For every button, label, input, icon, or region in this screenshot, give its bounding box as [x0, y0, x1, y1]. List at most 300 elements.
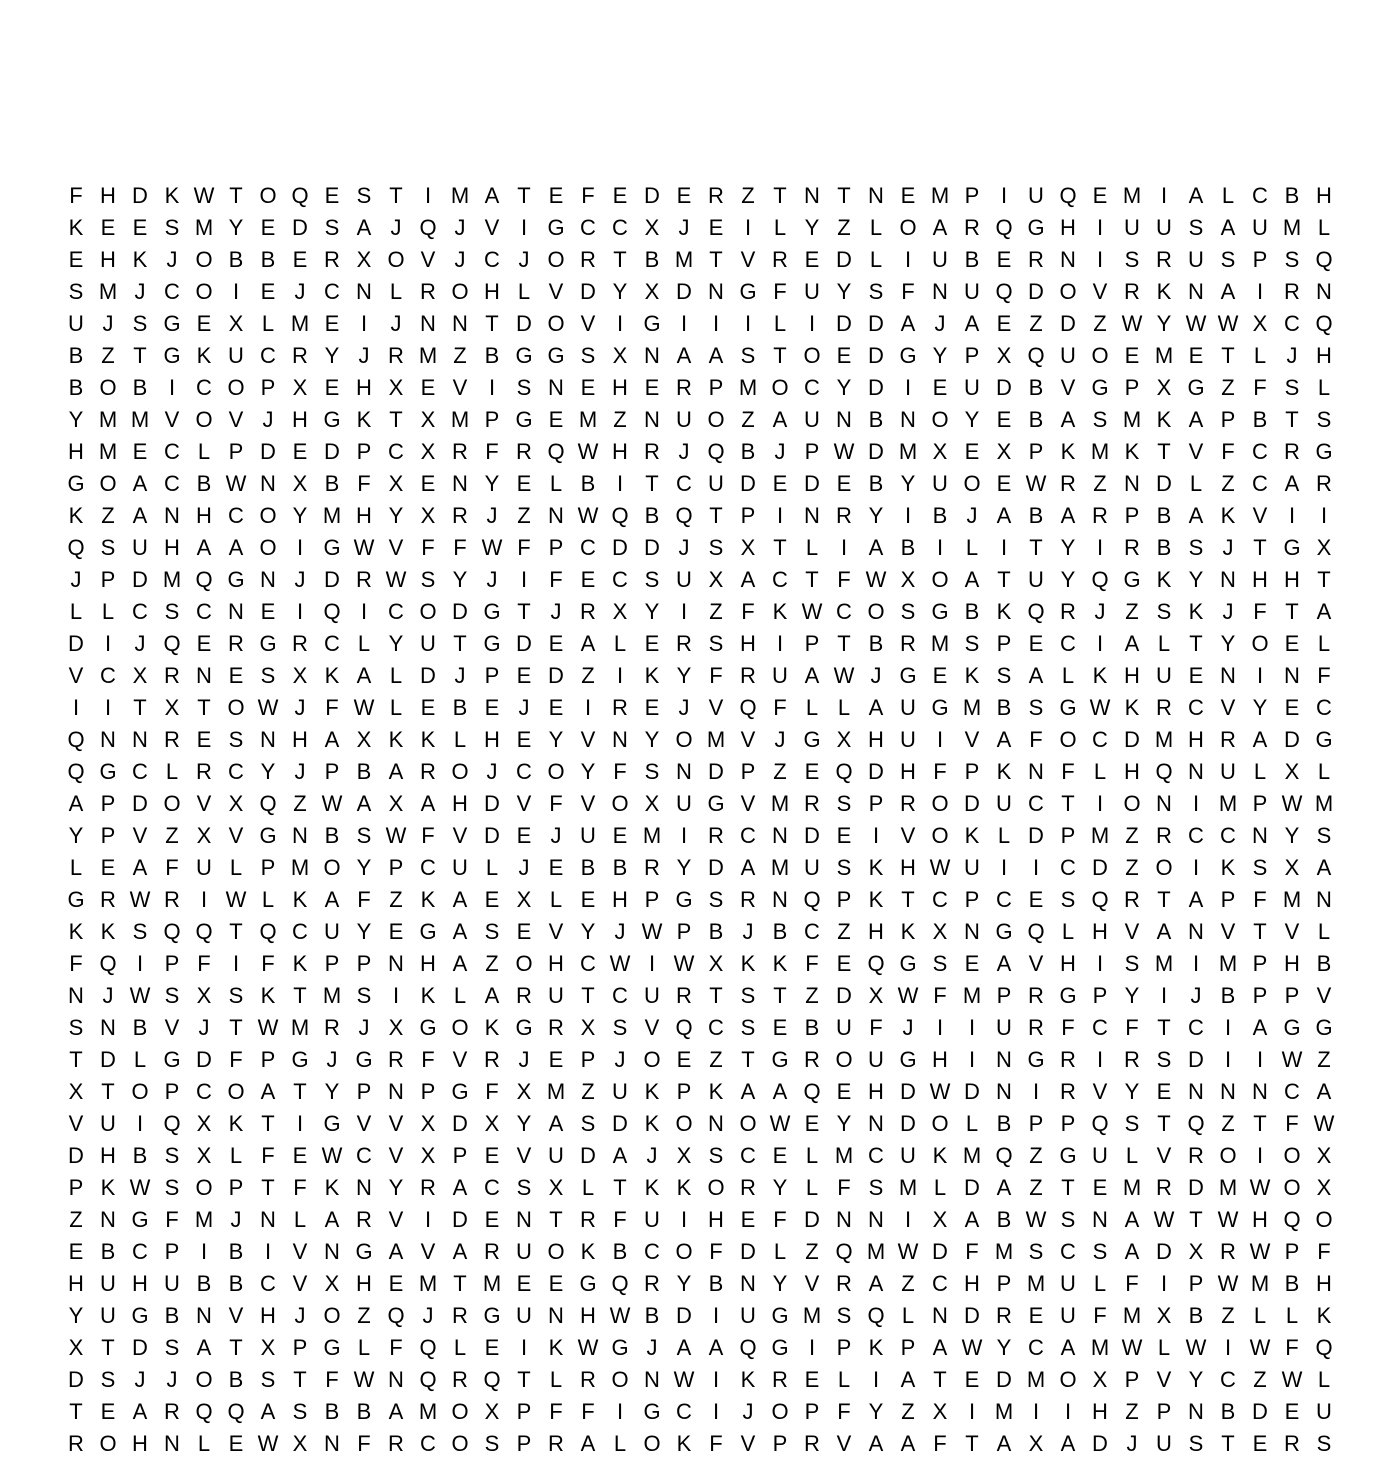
grid-letter[interactable]: M — [194, 215, 214, 240]
grid-letter[interactable]: P — [356, 1079, 372, 1104]
grid-letter[interactable]: F — [517, 535, 531, 560]
grid-letter[interactable]: R — [1060, 1047, 1076, 1072]
grid-letter[interactable]: U — [164, 1271, 180, 1296]
grid-letter[interactable]: W — [833, 439, 855, 464]
grid-letter[interactable]: D — [132, 1335, 148, 1360]
grid-letter[interactable]: O — [835, 1047, 853, 1072]
grid-letter[interactable]: V — [548, 919, 564, 944]
grid-letter[interactable]: R — [900, 791, 916, 816]
grid-letter[interactable]: T — [1221, 343, 1235, 368]
grid-letter[interactable]: S — [1316, 407, 1332, 432]
grid-letter[interactable]: X — [708, 567, 724, 592]
grid-letter[interactable]: W — [257, 1015, 279, 1040]
grid-letter[interactable]: I — [744, 311, 752, 336]
grid-letter[interactable]: N — [548, 375, 564, 400]
grid-letter[interactable]: E — [964, 951, 980, 976]
grid-letter[interactable]: C — [868, 1143, 884, 1168]
grid-letter[interactable]: I — [968, 1047, 976, 1072]
grid-letter[interactable]: B — [68, 343, 84, 368]
grid-letter[interactable]: G — [323, 1111, 341, 1136]
grid-letter[interactable]: L — [965, 1111, 979, 1136]
grid-letter[interactable]: Q — [995, 215, 1013, 240]
grid-letter[interactable]: G — [515, 407, 533, 432]
grid-letter[interactable]: G — [1283, 535, 1301, 560]
grid-letter[interactable]: N — [1188, 1399, 1204, 1424]
grid-letter[interactable]: Q — [1187, 1111, 1205, 1136]
grid-letter[interactable]: H — [1060, 215, 1076, 240]
grid-letter[interactable]: A — [260, 1399, 276, 1424]
grid-letter[interactable]: J — [486, 567, 498, 592]
grid-letter[interactable]: F — [1125, 1015, 1139, 1040]
grid-letter[interactable]: H — [612, 887, 628, 912]
grid-letter[interactable]: D — [644, 183, 660, 208]
grid-letter[interactable]: Z — [1221, 471, 1235, 496]
grid-letter[interactable]: C — [612, 215, 628, 240]
grid-letter[interactable]: B — [228, 1239, 244, 1264]
grid-letter[interactable]: G — [675, 887, 693, 912]
grid-letter[interactable]: J — [774, 727, 786, 752]
grid-letter[interactable]: W — [673, 1367, 695, 1392]
grid-letter[interactable]: Q — [1027, 343, 1045, 368]
grid-letter[interactable]: T — [293, 983, 307, 1008]
grid-letter[interactable]: H — [356, 503, 372, 528]
grid-letter[interactable]: J — [550, 823, 562, 848]
grid-letter[interactable]: Q — [227, 1399, 245, 1424]
grid-letter[interactable]: R — [68, 1431, 84, 1456]
grid-letter[interactable]: E — [964, 439, 980, 464]
grid-letter[interactable]: O — [771, 375, 789, 400]
grid-letter[interactable]: E — [580, 375, 596, 400]
grid-letter[interactable]: N — [260, 1207, 276, 1232]
grid-letter[interactable]: F — [421, 823, 435, 848]
grid-letter[interactable]: R — [1156, 823, 1172, 848]
grid-letter[interactable]: Z — [1253, 1367, 1267, 1392]
grid-letter[interactable]: H — [1284, 567, 1300, 592]
grid-letter[interactable]: D — [644, 535, 660, 560]
grid-letter[interactable]: I — [424, 1207, 432, 1232]
grid-letter[interactable]: O — [611, 791, 629, 816]
grid-letter[interactable]: K — [708, 1079, 724, 1104]
grid-letter[interactable]: H — [1124, 663, 1140, 688]
grid-letter[interactable]: R — [644, 855, 660, 880]
grid-letter[interactable]: I — [200, 1239, 208, 1264]
grid-letter[interactable]: M — [834, 1143, 854, 1168]
grid-letter[interactable]: P — [804, 439, 820, 464]
grid-letter[interactable]: R — [1284, 279, 1300, 304]
grid-letter[interactable]: U — [580, 823, 596, 848]
grid-letter[interactable]: W — [1025, 1207, 1047, 1232]
grid-letter[interactable]: S — [1156, 1047, 1172, 1072]
grid-letter[interactable]: N — [388, 1079, 404, 1104]
grid-letter[interactable]: C — [740, 1143, 756, 1168]
grid-letter[interactable]: E — [676, 183, 692, 208]
grid-letter[interactable]: U — [100, 1111, 116, 1136]
grid-letter[interactable]: K — [900, 919, 916, 944]
grid-letter[interactable]: Z — [485, 951, 499, 976]
grid-letter[interactable]: P — [68, 1175, 84, 1200]
grid-letter[interactable]: E — [772, 471, 788, 496]
grid-letter[interactable]: R — [740, 887, 756, 912]
grid-letter[interactable]: B — [132, 1143, 148, 1168]
grid-letter[interactable]: F — [197, 951, 211, 976]
grid-letter[interactable]: S — [900, 599, 916, 624]
grid-letter[interactable]: N — [1188, 919, 1204, 944]
grid-letter[interactable]: A — [1316, 1079, 1332, 1104]
grid-letter[interactable]: A — [132, 471, 148, 496]
grid-letter[interactable]: S — [580, 1111, 596, 1136]
grid-letter[interactable]: S — [612, 1015, 628, 1040]
grid-letter[interactable]: I — [296, 599, 304, 624]
grid-letter[interactable]: B — [1220, 1399, 1236, 1424]
grid-letter[interactable]: L — [1317, 759, 1331, 784]
grid-letter[interactable]: U — [676, 567, 692, 592]
grid-letter[interactable]: W — [257, 1431, 279, 1456]
grid-letter[interactable]: S — [868, 1175, 884, 1200]
grid-letter[interactable]: H — [196, 503, 212, 528]
grid-letter[interactable]: S — [484, 1431, 500, 1456]
grid-letter[interactable]: J — [550, 599, 562, 624]
grid-letter[interactable]: I — [520, 1335, 528, 1360]
grid-letter[interactable]: T — [773, 183, 787, 208]
grid-letter[interactable]: Z — [1029, 311, 1043, 336]
grid-letter[interactable]: X — [516, 1079, 532, 1104]
grid-letter[interactable]: J — [102, 311, 114, 336]
grid-letter[interactable]: A — [388, 759, 404, 784]
grid-letter[interactable]: F — [453, 535, 467, 560]
grid-letter[interactable]: N — [388, 1367, 404, 1392]
grid-letter[interactable]: B — [580, 471, 596, 496]
grid-letter[interactable]: I — [680, 599, 688, 624]
grid-letter[interactable]: W — [1025, 471, 1047, 496]
grid-letter[interactable]: J — [454, 247, 466, 272]
grid-letter[interactable]: L — [197, 439, 211, 464]
grid-letter[interactable]: I — [936, 1015, 944, 1040]
grid-letter[interactable]: F — [261, 951, 275, 976]
grid-letter[interactable]: S — [1124, 1111, 1140, 1136]
grid-letter[interactable]: N — [708, 279, 724, 304]
grid-letter[interactable]: U — [1156, 215, 1172, 240]
grid-letter[interactable]: J — [294, 695, 306, 720]
grid-letter[interactable]: X — [484, 1111, 500, 1136]
grid-letter[interactable]: Y — [612, 279, 628, 304]
grid-letter[interactable]: V — [516, 1143, 532, 1168]
grid-letter[interactable]: J — [294, 567, 306, 592]
grid-letter[interactable]: B — [868, 631, 884, 656]
grid-letter[interactable]: D — [132, 567, 148, 592]
grid-letter[interactable]: F — [933, 983, 947, 1008]
grid-letter[interactable]: R — [772, 247, 788, 272]
grid-letter[interactable]: B — [164, 1303, 180, 1328]
grid-letter[interactable]: A — [228, 535, 244, 560]
grid-letter[interactable]: C — [164, 279, 180, 304]
grid-letter[interactable]: V — [228, 1303, 244, 1328]
grid-letter[interactable]: L — [389, 663, 403, 688]
grid-letter[interactable]: E — [772, 1015, 788, 1040]
grid-letter[interactable]: C — [1092, 1015, 1108, 1040]
grid-letter[interactable]: O — [963, 471, 981, 496]
grid-letter[interactable]: Y — [996, 1335, 1012, 1360]
grid-letter[interactable]: V — [1156, 1367, 1172, 1392]
grid-letter[interactable]: A — [548, 1111, 564, 1136]
grid-letter[interactable]: D — [1028, 823, 1044, 848]
grid-letter[interactable]: X — [420, 503, 436, 528]
grid-letter[interactable]: R — [356, 567, 372, 592]
grid-letter[interactable]: E — [196, 727, 212, 752]
grid-letter[interactable]: E — [324, 375, 340, 400]
grid-letter[interactable]: V — [1252, 503, 1268, 528]
grid-letter[interactable]: Z — [773, 759, 787, 784]
grid-letter[interactable]: B — [132, 1015, 148, 1040]
grid-letter[interactable]: O — [1155, 855, 1173, 880]
grid-letter[interactable]: B — [196, 1271, 212, 1296]
grid-letter[interactable]: H — [356, 375, 372, 400]
grid-letter[interactable]: A — [964, 311, 980, 336]
grid-letter[interactable]: R — [1284, 1431, 1300, 1456]
grid-letter[interactable]: Q — [1155, 759, 1173, 784]
grid-letter[interactable]: O — [259, 503, 277, 528]
grid-letter[interactable]: W — [929, 855, 951, 880]
grid-letter[interactable]: H — [100, 1143, 116, 1168]
grid-letter[interactable]: R — [324, 1015, 340, 1040]
grid-letter[interactable]: P — [388, 855, 404, 880]
grid-letter[interactable]: R — [548, 1431, 564, 1456]
grid-letter[interactable]: F — [1061, 1015, 1075, 1040]
grid-letter[interactable]: C — [228, 503, 244, 528]
grid-letter[interactable]: U — [1188, 247, 1204, 272]
grid-letter[interactable]: J — [518, 855, 530, 880]
grid-letter[interactable]: D — [964, 791, 980, 816]
grid-letter[interactable]: W — [321, 791, 343, 816]
grid-letter[interactable]: A — [356, 791, 372, 816]
grid-letter[interactable]: R — [100, 887, 116, 912]
grid-letter[interactable]: U — [100, 1271, 116, 1296]
grid-letter[interactable]: I — [1224, 1015, 1232, 1040]
grid-letter[interactable]: X — [868, 983, 884, 1008]
grid-letter[interactable]: G — [483, 1303, 501, 1328]
grid-letter[interactable]: S — [100, 535, 116, 560]
grid-letter[interactable]: E — [516, 919, 532, 944]
grid-letter[interactable]: Z — [1221, 1303, 1235, 1328]
grid-letter[interactable]: S — [1028, 695, 1044, 720]
grid-letter[interactable]: R — [164, 663, 180, 688]
grid-letter[interactable]: D — [292, 215, 308, 240]
grid-letter[interactable]: D — [1252, 1399, 1268, 1424]
grid-letter[interactable]: R — [228, 631, 244, 656]
grid-letter[interactable]: U — [452, 855, 468, 880]
grid-letter[interactable]: G — [707, 791, 725, 816]
grid-letter[interactable]: A — [868, 695, 884, 720]
grid-letter[interactable]: X — [164, 695, 180, 720]
grid-letter[interactable]: S — [1316, 823, 1332, 848]
grid-letter[interactable]: E — [580, 887, 596, 912]
grid-letter[interactable]: P — [964, 759, 980, 784]
grid-letter[interactable]: J — [1126, 1431, 1138, 1456]
grid-letter[interactable]: L — [1221, 183, 1235, 208]
grid-letter[interactable]: M — [450, 407, 470, 432]
grid-letter[interactable]: K — [356, 407, 372, 432]
grid-letter[interactable]: E — [100, 1399, 116, 1424]
grid-letter[interactable]: W — [769, 1111, 791, 1136]
grid-letter[interactable]: I — [1096, 791, 1104, 816]
grid-letter[interactable]: C — [388, 439, 404, 464]
grid-letter[interactable]: C — [1188, 695, 1204, 720]
grid-letter[interactable]: R — [708, 183, 724, 208]
grid-letter[interactable]: H — [484, 279, 500, 304]
grid-letter[interactable]: E — [932, 663, 948, 688]
grid-letter[interactable]: Y — [900, 471, 916, 496]
grid-letter[interactable]: S — [708, 887, 724, 912]
grid-letter[interactable]: P — [1284, 1239, 1300, 1264]
grid-letter[interactable]: K — [932, 1143, 948, 1168]
grid-letter[interactable]: G — [483, 599, 501, 624]
grid-letter[interactable]: G — [163, 311, 181, 336]
grid-letter[interactable]: C — [292, 919, 308, 944]
grid-letter[interactable]: R — [1156, 247, 1172, 272]
grid-letter[interactable]: N — [228, 599, 244, 624]
grid-letter[interactable]: R — [964, 215, 980, 240]
grid-letter[interactable]: R — [164, 1399, 180, 1424]
grid-letter[interactable]: I — [1320, 503, 1328, 528]
grid-letter[interactable]: R — [836, 1271, 852, 1296]
grid-letter[interactable]: H — [420, 951, 436, 976]
grid-letter[interactable]: B — [228, 1367, 244, 1392]
grid-letter[interactable]: F — [933, 759, 947, 784]
grid-letter[interactable]: D — [868, 343, 884, 368]
grid-letter[interactable]: B — [708, 919, 724, 944]
grid-letter[interactable]: A — [996, 951, 1012, 976]
grid-letter[interactable]: N — [324, 1431, 340, 1456]
grid-letter[interactable]: R — [1060, 471, 1076, 496]
grid-letter[interactable]: C — [132, 1239, 148, 1264]
grid-letter[interactable]: Z — [293, 791, 307, 816]
grid-letter[interactable]: W — [897, 1239, 919, 1264]
grid-letter[interactable]: E — [196, 311, 212, 336]
grid-letter[interactable]: B — [356, 1399, 372, 1424]
grid-letter[interactable]: N — [900, 407, 916, 432]
grid-letter[interactable]: V — [68, 1111, 84, 1136]
grid-letter[interactable]: B — [1028, 375, 1044, 400]
grid-letter[interactable]: H — [932, 1047, 948, 1072]
grid-letter[interactable]: Y — [836, 375, 852, 400]
grid-letter[interactable]: L — [805, 1143, 819, 1168]
grid-letter[interactable]: F — [1125, 1271, 1139, 1296]
grid-letter[interactable]: P — [1092, 983, 1108, 1008]
grid-letter[interactable]: I — [232, 279, 240, 304]
grid-letter[interactable]: I — [360, 599, 368, 624]
grid-letter[interactable]: D — [132, 791, 148, 816]
grid-letter[interactable]: S — [164, 1143, 180, 1168]
grid-letter[interactable]: E — [644, 695, 660, 720]
grid-letter[interactable]: E — [964, 1367, 980, 1392]
grid-letter[interactable]: I — [1256, 1143, 1264, 1168]
grid-letter[interactable]: D — [1156, 471, 1172, 496]
grid-letter[interactable]: T — [1157, 1015, 1171, 1040]
grid-letter[interactable]: J — [646, 1143, 658, 1168]
grid-letter[interactable]: P — [100, 823, 116, 848]
grid-letter[interactable]: J — [134, 279, 146, 304]
grid-letter[interactable]: G — [131, 1303, 149, 1328]
grid-letter[interactable]: F — [1317, 663, 1331, 688]
grid-letter[interactable]: L — [933, 1175, 947, 1200]
grid-letter[interactable]: R — [420, 759, 436, 784]
grid-letter[interactable]: A — [452, 887, 468, 912]
grid-letter[interactable]: D — [420, 663, 436, 688]
grid-letter[interactable]: I — [72, 695, 80, 720]
grid-letter[interactable]: E — [388, 1271, 404, 1296]
grid-letter[interactable]: T — [1061, 791, 1075, 816]
grid-letter[interactable]: P — [356, 439, 372, 464]
grid-letter[interactable]: S — [1284, 247, 1300, 272]
grid-letter[interactable]: M — [738, 375, 758, 400]
grid-letter[interactable]: A — [324, 1207, 340, 1232]
grid-letter[interactable]: F — [837, 567, 851, 592]
grid-letter[interactable]: X — [228, 791, 244, 816]
grid-letter[interactable]: U — [1092, 1143, 1108, 1168]
grid-letter[interactable]: V — [388, 1143, 404, 1168]
grid-letter[interactable]: N — [1252, 1079, 1268, 1104]
grid-letter[interactable]: A — [484, 983, 500, 1008]
grid-letter[interactable]: G — [355, 1239, 373, 1264]
grid-letter[interactable]: E — [644, 375, 660, 400]
grid-letter[interactable]: B — [868, 407, 884, 432]
grid-letter[interactable]: O — [547, 311, 565, 336]
grid-letter[interactable]: L — [197, 1431, 211, 1456]
grid-letter[interactable]: K — [1124, 439, 1140, 464]
grid-letter[interactable]: X — [1092, 1367, 1108, 1392]
grid-letter[interactable]: N — [292, 823, 308, 848]
grid-letter[interactable]: R — [580, 1367, 596, 1392]
grid-letter[interactable]: I — [712, 1399, 720, 1424]
grid-letter[interactable]: F — [773, 279, 787, 304]
grid-letter[interactable]: I — [232, 951, 240, 976]
grid-letter[interactable]: K — [292, 887, 308, 912]
grid-letter[interactable]: R — [420, 1175, 436, 1200]
grid-letter[interactable]: A — [1188, 887, 1204, 912]
grid-letter[interactable]: K — [1060, 439, 1076, 464]
grid-letter[interactable]: Q — [675, 1015, 693, 1040]
grid-letter[interactable]: C — [164, 439, 180, 464]
grid-letter[interactable]: Q — [1315, 247, 1333, 272]
grid-letter[interactable]: P — [1220, 887, 1236, 912]
grid-letter[interactable]: T — [837, 631, 851, 656]
grid-letter[interactable]: N — [1284, 663, 1300, 688]
grid-letter[interactable]: L — [1125, 1143, 1139, 1168]
grid-letter[interactable]: Z — [805, 1239, 819, 1264]
grid-letter[interactable]: M — [162, 567, 182, 592]
grid-letter[interactable]: A — [1188, 407, 1204, 432]
grid-letter[interactable]: F — [869, 1015, 883, 1040]
grid-letter[interactable]: N — [516, 1207, 532, 1232]
grid-letter[interactable]: Q — [995, 1143, 1013, 1168]
grid-letter[interactable]: U — [996, 791, 1012, 816]
grid-letter[interactable]: U — [804, 279, 820, 304]
grid-letter[interactable]: I — [1096, 951, 1104, 976]
grid-letter[interactable]: E — [196, 631, 212, 656]
grid-letter[interactable]: X — [420, 1143, 436, 1168]
grid-letter[interactable]: A — [964, 567, 980, 592]
grid-letter[interactable]: I — [872, 823, 880, 848]
grid-letter[interactable]: G — [931, 599, 949, 624]
grid-letter[interactable]: E — [516, 663, 532, 688]
grid-letter[interactable]: Y — [452, 567, 468, 592]
grid-letter[interactable]: S — [324, 215, 340, 240]
grid-letter[interactable]: C — [932, 887, 948, 912]
grid-letter[interactable]: S — [996, 663, 1012, 688]
grid-letter[interactable]: V — [292, 1271, 308, 1296]
grid-letter[interactable]: R — [644, 439, 660, 464]
grid-letter[interactable]: J — [1222, 535, 1234, 560]
grid-letter[interactable]: A — [740, 855, 756, 880]
